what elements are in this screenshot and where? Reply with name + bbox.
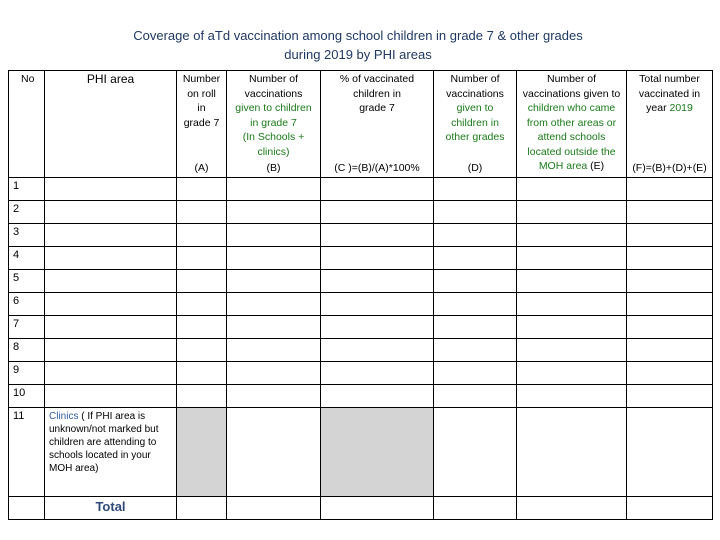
cell-d[interactable]	[434, 201, 517, 224]
cell-c[interactable]	[321, 339, 434, 362]
cell-e[interactable]	[517, 270, 627, 293]
cell-c[interactable]	[321, 293, 434, 316]
cell-f[interactable]	[627, 224, 713, 247]
cell-f[interactable]	[627, 178, 713, 201]
cell-phi-area[interactable]	[45, 293, 177, 316]
row-number: 4	[9, 247, 45, 270]
header-col-f: Total number vaccinated in year 2019 (F)=(B)+(D)+(E)	[627, 71, 713, 178]
cell-e[interactable]	[517, 408, 627, 497]
cell-e[interactable]	[517, 247, 627, 270]
cell-c[interactable]	[321, 247, 434, 270]
total-label: Total	[45, 497, 177, 520]
total-cell-c[interactable]	[321, 497, 434, 520]
total-cell-a[interactable]	[177, 497, 227, 520]
header-col-d-label: (D)	[467, 161, 483, 174]
header-col-c: % of vaccinated children in grade 7 (C )=(B)/(A)*100%	[321, 71, 434, 178]
table-row	[9, 385, 713, 408]
cell-c[interactable]	[321, 362, 434, 385]
row-number: 2	[9, 201, 45, 224]
table-row	[9, 178, 713, 201]
title-line-2: during 2019 by PHI areas	[284, 47, 432, 62]
cell-b[interactable]	[227, 362, 321, 385]
header-col-e: Number of vaccinations given to children who came from other areas or attend schools located outside the MOH area (E)	[517, 71, 627, 178]
cell-phi-area[interactable]	[45, 316, 177, 339]
header-col-f-label: (F)=(B)+(D)+(E)	[632, 161, 707, 174]
cell-f[interactable]	[627, 408, 713, 497]
cell-phi-area[interactable]	[45, 385, 177, 408]
cell-c[interactable]	[321, 270, 434, 293]
cell-c[interactable]	[321, 201, 434, 224]
row-number: 7	[9, 316, 45, 339]
cell-b[interactable]	[227, 316, 321, 339]
cell-e[interactable]	[517, 178, 627, 201]
table-row	[9, 247, 713, 270]
cell-phi-area[interactable]	[45, 247, 177, 270]
cell-d[interactable]	[434, 270, 517, 293]
cell-d[interactable]	[434, 339, 517, 362]
table-row	[9, 362, 713, 385]
cell-b[interactable]	[227, 247, 321, 270]
clinic-note: Clinics ( If PHI area is unknown/not marked but children are attending to schools located in your MOH area)	[45, 408, 177, 497]
total-cell-f[interactable]	[627, 497, 713, 520]
cell-a[interactable]	[177, 385, 227, 408]
title-line-1: Coverage of aTd vaccination among school children in grade 7 & other grades	[133, 28, 583, 43]
cell-a[interactable]	[177, 339, 227, 362]
cell-a[interactable]	[177, 178, 227, 201]
table-row-total	[9, 497, 713, 520]
table-row	[9, 224, 713, 247]
row-number: 1	[9, 178, 45, 201]
cell-d[interactable]	[434, 408, 517, 497]
cell-phi-area[interactable]	[45, 224, 177, 247]
cell-e[interactable]	[517, 224, 627, 247]
header-col-c-label: (C )=(B)/(A)*100%	[334, 161, 420, 174]
cell-e[interactable]	[517, 293, 627, 316]
row-number: 5	[9, 270, 45, 293]
header-col-b: Number of vaccinations given to children in grade 7 (In Schools + clinics) (B)	[227, 71, 321, 178]
table-row	[9, 339, 713, 362]
cell-b[interactable]	[227, 201, 321, 224]
cell-f[interactable]	[627, 201, 713, 224]
cell-phi-area[interactable]	[45, 362, 177, 385]
row-number: 9	[9, 362, 45, 385]
header-col-e-label: (E)	[590, 160, 605, 172]
cell-e[interactable]	[517, 339, 627, 362]
table-row-clinics	[9, 408, 713, 497]
cell-phi-area[interactable]	[45, 201, 177, 224]
cell-b[interactable]	[227, 408, 321, 497]
cell-e[interactable]	[517, 385, 627, 408]
total-cell-e[interactable]	[517, 497, 627, 520]
cell-e[interactable]	[517, 316, 627, 339]
row-number: 8	[9, 339, 45, 362]
cell-e[interactable]	[517, 362, 627, 385]
cell-phi-area[interactable]	[45, 178, 177, 201]
cell-phi-area[interactable]	[45, 270, 177, 293]
row-number: 11	[9, 408, 45, 497]
cell-f[interactable]	[627, 385, 713, 408]
cell-c[interactable]	[321, 178, 434, 201]
cell-phi-area[interactable]	[45, 339, 177, 362]
page-title	[0, 26, 716, 64]
cell-b[interactable]	[227, 178, 321, 201]
cell-a[interactable]	[177, 201, 227, 224]
cell-b[interactable]	[227, 224, 321, 247]
cell-b[interactable]	[227, 270, 321, 293]
row-number: 3	[9, 224, 45, 247]
cell-b[interactable]	[227, 293, 321, 316]
cell-d[interactable]	[434, 316, 517, 339]
cell-c[interactable]	[321, 408, 434, 497]
cell-a[interactable]	[177, 224, 227, 247]
header-col-b-label: (B)	[266, 161, 281, 174]
coverage-table	[8, 70, 713, 520]
cell-c[interactable]	[321, 385, 434, 408]
cell-a[interactable]	[177, 270, 227, 293]
cell-f[interactable]	[627, 247, 713, 270]
cell-d[interactable]	[434, 293, 517, 316]
total-cell-b[interactable]	[227, 497, 321, 520]
cell-a[interactable]	[177, 247, 227, 270]
cell-b[interactable]	[227, 339, 321, 362]
header-col-d: Number of vaccinations given to children in other grades (D)	[434, 71, 517, 178]
header-col-a-label: (A)	[194, 161, 209, 174]
header-row	[9, 71, 713, 178]
table-row	[9, 316, 713, 339]
total-cell-d[interactable]	[434, 497, 517, 520]
table-row	[9, 201, 713, 224]
header-no: No	[9, 71, 45, 178]
cell-a[interactable]	[177, 316, 227, 339]
total-no-cell	[9, 497, 45, 520]
cell-c[interactable]	[321, 224, 434, 247]
table-row	[9, 270, 713, 293]
header-col-a: Number on roll in grade 7 (A)	[177, 71, 227, 178]
cell-d[interactable]	[434, 362, 517, 385]
cell-f[interactable]	[627, 362, 713, 385]
data-rows	[9, 178, 713, 408]
cell-b[interactable]	[227, 385, 321, 408]
cell-e[interactable]	[517, 201, 627, 224]
cell-d[interactable]	[434, 247, 517, 270]
row-number: 6	[9, 293, 45, 316]
cell-d[interactable]	[434, 178, 517, 201]
cell-c[interactable]	[321, 316, 434, 339]
table-row	[9, 293, 713, 316]
cell-a[interactable]	[177, 362, 227, 385]
cell-a[interactable]	[177, 293, 227, 316]
cell-d[interactable]	[434, 224, 517, 247]
header-phi-area: PHI area	[45, 71, 177, 178]
cell-f[interactable]	[627, 316, 713, 339]
cell-f[interactable]	[627, 293, 713, 316]
cell-f[interactable]	[627, 339, 713, 362]
row-number: 10	[9, 385, 45, 408]
cell-f[interactable]	[627, 270, 713, 293]
cell-d[interactable]	[434, 385, 517, 408]
cell-a[interactable]	[177, 408, 227, 497]
